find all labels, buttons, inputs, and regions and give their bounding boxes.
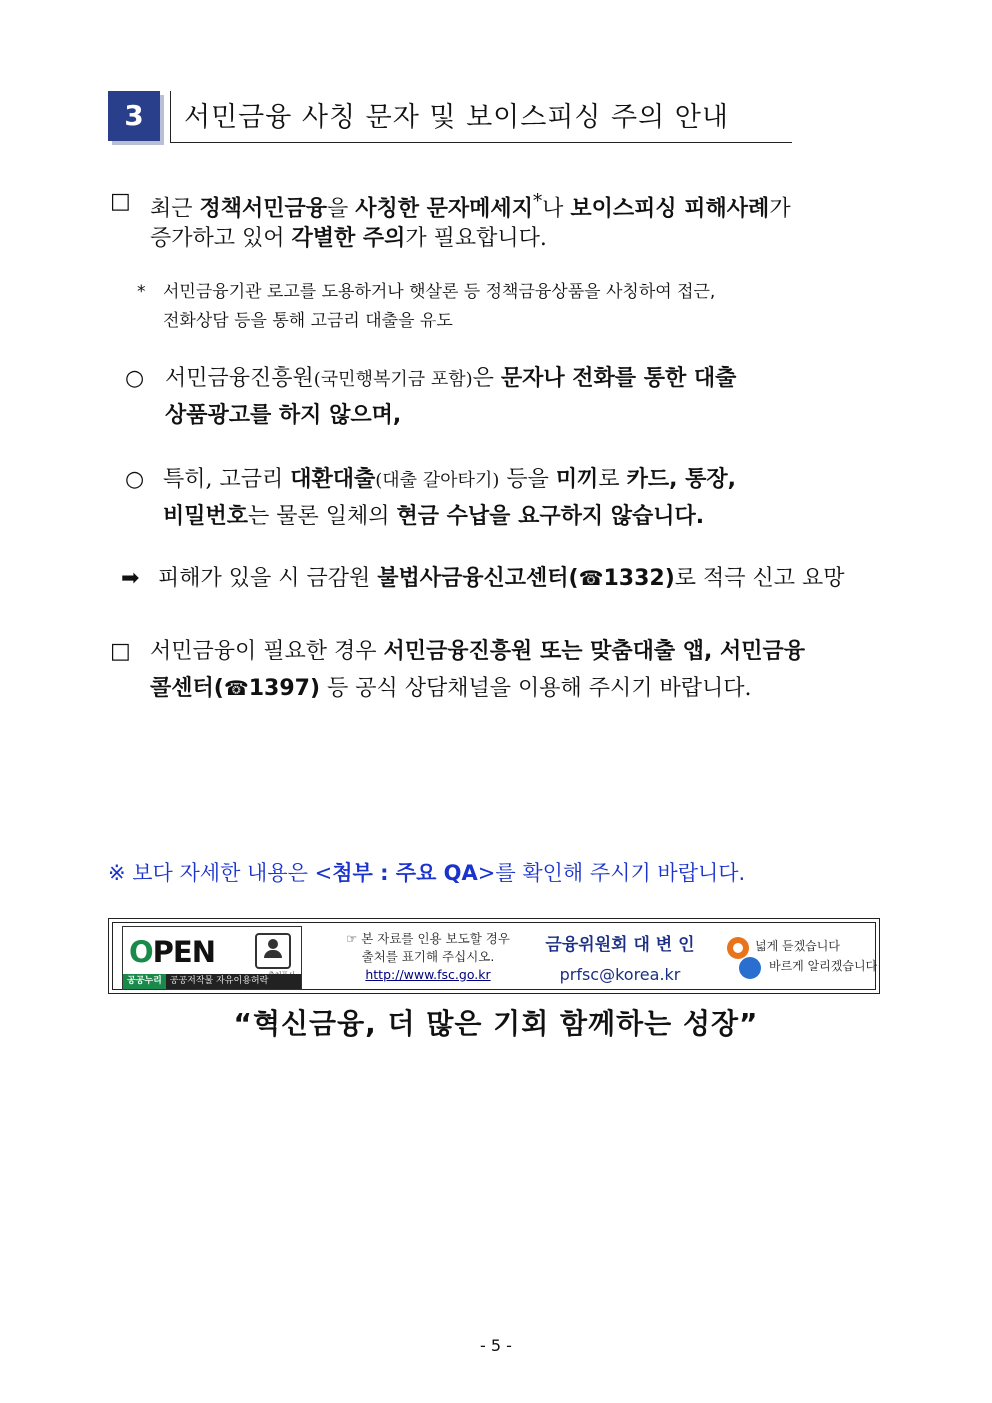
- text: 는 물론 일체의: [248, 504, 397, 529]
- text-small: (국민행복기금 포함): [313, 369, 473, 390]
- citation-notice: [323, 930, 533, 984]
- emphasis: 미끼: [555, 467, 599, 492]
- emphasis: 정책서민금융: [199, 196, 328, 222]
- section-divider: [170, 91, 171, 143]
- arrow-icon: ➡: [121, 566, 140, 591]
- phone-icon: ☎: [578, 566, 604, 590]
- text: 로 적극 신고 요망: [674, 566, 845, 591]
- page-number: - 5 -: [480, 1336, 512, 1355]
- motto: “혁신금융, 더 많은 기회 함께하는 성장”: [233, 1007, 759, 1040]
- text: 최근: [150, 196, 200, 222]
- text: 피해가 있을 시 금감원: [158, 566, 378, 591]
- section-underline: [170, 142, 792, 143]
- spokesperson-contact: [545, 930, 695, 990]
- attachment-link[interactable]: 첨부 : 주요 QA: [332, 861, 478, 885]
- citation-line1: ☞ 본 자료를 인용 보도할 경우: [346, 931, 510, 946]
- text: 증가하고 있어: [150, 226, 292, 251]
- emphasis: 서민금융진흥원 또는 맞춤대출 앱, 서민금융: [383, 639, 806, 664]
- text-small: (대출 갈아타기): [375, 470, 500, 491]
- section-title: 서민금융 사칭 문자 및 보이스피싱 주의 안내: [184, 102, 729, 133]
- emphasis: 카드, 통장,: [626, 467, 737, 492]
- para4-line: [158, 560, 845, 597]
- para5-line1: [150, 633, 805, 670]
- spokesperson-label: 금융위원회 대 변 인: [545, 935, 695, 955]
- text: 등 공식 상담채널을 이용해 주시기 바랍니다.: [320, 676, 752, 701]
- slogan-logo: [725, 933, 878, 983]
- slogan-line1: 넓게 듣겠습니다: [755, 939, 840, 953]
- text: >를 확인해 주시기 바랍니다.: [477, 861, 746, 885]
- section-header: [108, 91, 792, 143]
- emphasis: 사칭한 문자메세지: [355, 196, 533, 222]
- attachment-reference: [108, 857, 745, 887]
- attribution-icon: [255, 933, 291, 969]
- open-license-logo: [122, 926, 302, 990]
- footnote-marker: *: [137, 282, 146, 302]
- text: 가: [769, 196, 791, 222]
- emphasis: 대환대출: [290, 467, 376, 492]
- emphasis: 1397): [248, 676, 321, 701]
- email-link[interactable]: prfsc@korea.kr: [559, 965, 681, 984]
- footer-inner-border: [112, 922, 876, 990]
- kogl-label: 공공누리: [123, 974, 166, 989]
- para3-line1: [163, 461, 736, 499]
- emphasis: 문자나 전화를 통한 대출: [500, 366, 737, 391]
- text: 등을: [499, 467, 556, 492]
- para2-line1: [165, 360, 736, 398]
- emphasis: 1332): [603, 566, 675, 591]
- text: 특히, 고금리: [163, 467, 291, 492]
- bullet-square: □: [110, 189, 131, 214]
- orange-circle-icon: [727, 937, 749, 959]
- text: 서민금융이 필요한 경우: [150, 639, 384, 664]
- emphasis: 비밀번호: [163, 504, 249, 529]
- kogl-desc: 공공저작물 자유이용허락: [169, 976, 269, 986]
- fsc-url-link[interactable]: http://www.fsc.go.kr: [365, 967, 491, 982]
- text: 가 필요합니다.: [405, 226, 547, 251]
- open-logo-text: [129, 935, 215, 969]
- footnote-line2: 전화상담 등을 통해 고금리 대출을 유도: [163, 311, 453, 331]
- citation-line2: 출처를 표기해 주십시오.: [361, 949, 495, 964]
- emphasis: 보이스피싱 피해사례: [570, 196, 770, 222]
- para1-line2: [150, 220, 547, 257]
- footnote-line1: 서민금융기관 로고를 도용하거나 햇살론 등 정책금융상품을 사칭하여 접근,: [163, 282, 716, 302]
- bullet-circle: ○: [125, 467, 145, 492]
- emphasis: 불법사금융신고센터(: [377, 566, 579, 591]
- section-number-badge: 3: [108, 91, 160, 141]
- text: 서민금융진흥원: [165, 366, 314, 391]
- footnote-mark: *: [532, 191, 543, 212]
- slogan-line2: 바르게 알리겠습니다: [769, 959, 878, 973]
- emphasis: 상품광고를 하지 않으며,: [165, 403, 402, 428]
- phone-icon: ☎: [223, 676, 249, 700]
- para3-line2: [163, 498, 704, 535]
- text: 은: [472, 366, 501, 391]
- text: 을: [327, 196, 356, 222]
- bullet-square: □: [110, 639, 131, 664]
- bullet-circle: ○: [125, 366, 145, 391]
- text: 로: [598, 467, 627, 492]
- para5-line2: [150, 670, 752, 707]
- footer-box: [108, 918, 880, 994]
- speaker-icon: [739, 957, 761, 979]
- emphasis: 각별한 주의: [291, 226, 406, 251]
- open-rest: PEN: [152, 935, 215, 969]
- open-license-strip: [123, 974, 301, 989]
- emphasis: 현금 수납을 요구하지 않습니다.: [396, 504, 705, 529]
- text: 나: [542, 196, 571, 222]
- para2-line2: [165, 397, 401, 434]
- open-o: O: [129, 935, 153, 969]
- text: ※ 보다 자세한 내용은 <: [108, 861, 333, 885]
- emphasis: 콜센터(: [150, 676, 224, 701]
